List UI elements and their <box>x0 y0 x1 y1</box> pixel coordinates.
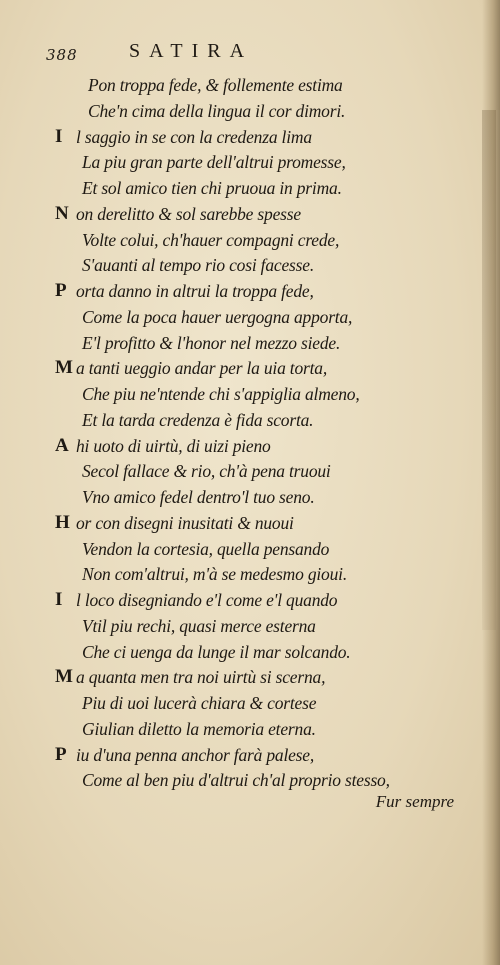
verse-line: hi uoto di uirtù, di uizi pieno <box>76 435 271 456</box>
verse-line: Et sol amico tien chi pruoua in prima. <box>82 178 342 198</box>
verse-line: l loco disegniando e'l come e'l quando <box>76 590 338 610</box>
verse-line: S'auanti al tempo rio cosi facesse. <box>82 255 314 276</box>
verse-line: Come al ben piu d'altrui ch'al proprio stesso, <box>82 770 390 791</box>
verse-line: orta danno in altrui la troppa fede, <box>76 281 314 301</box>
stanza-initial: I <box>55 125 63 147</box>
verse-line: Et la tarda credenza è fida scorta. <box>82 409 314 430</box>
verse-line: on derelitto & sol sarebbe spesse <box>76 203 301 224</box>
verse-line: a tanti ueggio andar per la uia torta, <box>76 358 328 379</box>
verse-line: iu d'una penna anchor farà palese, <box>76 744 315 765</box>
verse-line: Che ci uenga da lunge il mar solcando. <box>82 641 351 662</box>
verse-line: Secol fallace & rio, ch'à pena truoui <box>82 461 331 482</box>
verse-line: a quanta men tra noi uirtù si scerna, <box>76 667 326 688</box>
verse-line: l saggio in se con la credenza lima <box>76 126 312 147</box>
verse-line: Che piu ne'ntende chi s'appiglia almeno, <box>82 384 360 404</box>
stanza-initial: I <box>55 589 63 610</box>
verse-line: Volte colui, ch'hauer compagni crede, <box>82 229 340 250</box>
stanza-initial: P <box>55 743 67 765</box>
verse-line: La piu gran parte dell'altrui promesse, <box>82 152 346 173</box>
verse-line: Pon troppa fede, & follemente estima <box>88 75 343 95</box>
verse-line: Che'n cima della lingua il cor dimori. <box>88 100 346 121</box>
page-gutter-shadow <box>482 0 500 965</box>
stanza-initial: H <box>55 511 70 533</box>
verse-line: Piu di uoi lucerà chiara & cortese <box>82 693 317 713</box>
stanza-initial: N <box>55 202 69 224</box>
catchword: Fur sempre <box>375 792 454 811</box>
verse-line: Vno amico fedel dentro'l tuo seno. <box>82 487 315 507</box>
verse-line: Non com'altrui, m'à se medesmo gioui. <box>82 564 347 585</box>
verse-line: Come la poca hauer uergogna apporta, <box>82 306 353 327</box>
verse-line: Vtil piu rechi, quasi merce esterna <box>82 615 316 636</box>
page-number: 388 <box>46 46 78 64</box>
verse-line: E'l profitto & l'honor nel mezzo siede. <box>82 332 341 353</box>
stanza-initial: M <box>55 357 73 379</box>
verse-line: or con disegni inusitati & nuoui <box>76 512 294 533</box>
stanza-initial: P <box>55 280 67 301</box>
stanza-initial: A <box>55 434 69 456</box>
stanza-initial: M <box>55 666 73 688</box>
verse-line: Giulian diletto la memoria eterna. <box>82 718 316 739</box>
verse-line: Vendon la cortesia, quella pensando <box>82 538 330 559</box>
running-head: SATIRA <box>129 40 254 62</box>
